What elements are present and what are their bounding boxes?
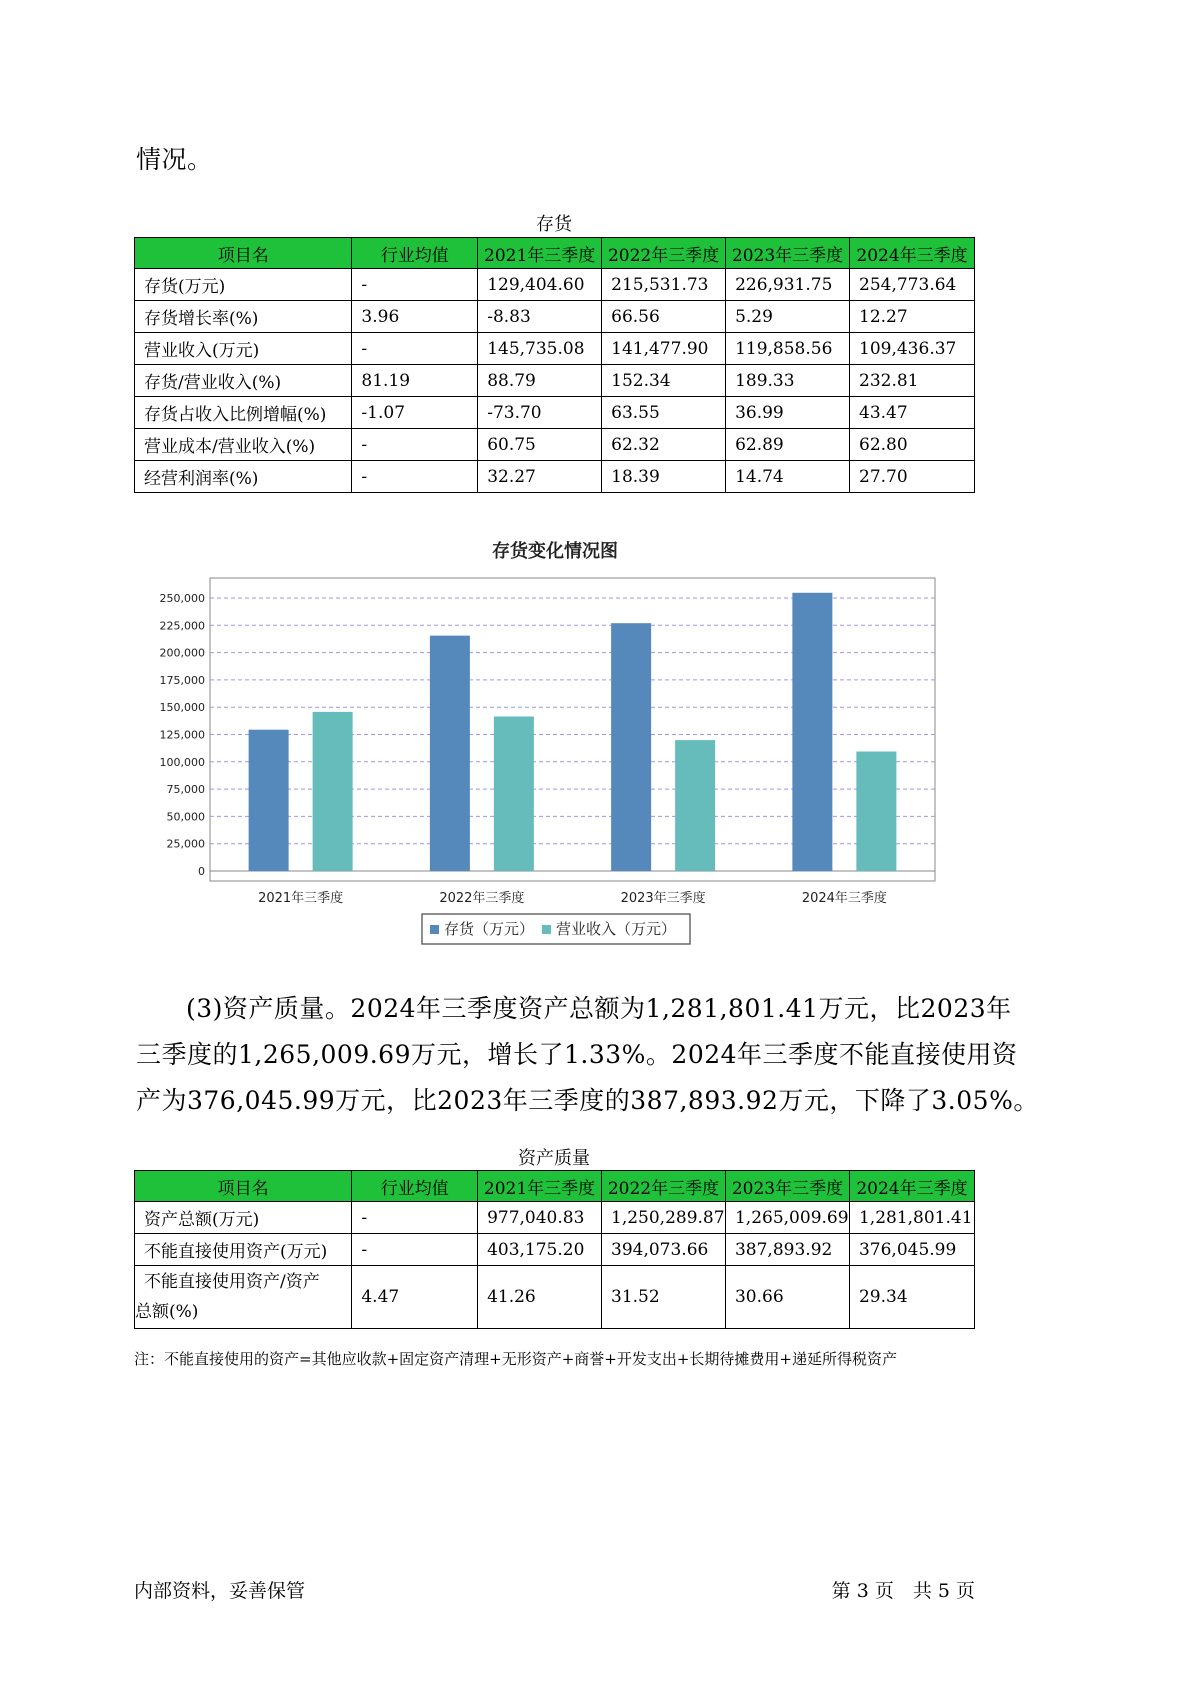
legend-label: 营业收入（万元） <box>556 920 677 938</box>
table-header-row <box>135 1171 975 1202</box>
table-cell: 43.47 <box>850 397 975 429</box>
table-cell: 394,073.66 <box>602 1234 726 1266</box>
y-tick-label: 125,000 <box>159 728 205 742</box>
table-cell: 226,931.75 <box>726 269 850 301</box>
legend-swatch <box>542 925 551 934</box>
table-row <box>135 1202 975 1234</box>
table-cell: 403,175.20 <box>478 1234 602 1266</box>
table-header-row <box>135 238 975 269</box>
table-cell: 215,531.73 <box>602 269 726 301</box>
table-cell: 27.70 <box>850 461 975 493</box>
y-tick-label: 150,000 <box>159 701 205 715</box>
table-cell: 119,858.56 <box>726 333 850 365</box>
table-cell: 62.32 <box>602 429 726 461</box>
y-tick-label: 200,000 <box>159 646 205 660</box>
table-cell: 存货/营业收入(%) <box>135 365 352 397</box>
y-tick-label: 250,000 <box>159 592 205 605</box>
page-number: 第 3 页 共 5 页 <box>831 1580 975 1602</box>
header-cell: 2022年三季度 <box>602 238 726 269</box>
y-tick-label: 75,000 <box>166 783 205 797</box>
table-row <box>135 301 975 333</box>
table-cell: 66.56 <box>602 301 726 333</box>
cell-line: 不能直接使用资产/资产 <box>144 1272 320 1292</box>
table-cell: 1,250,289.87 <box>602 1202 726 1234</box>
bar-inventory <box>792 593 832 871</box>
y-tick-label: 225,000 <box>159 619 205 633</box>
table-row <box>135 365 975 397</box>
table-row <box>135 429 975 461</box>
header-cell: 行业均值 <box>352 238 478 269</box>
table-cell: 376,045.99 <box>849 1234 974 1266</box>
y-tick-label: 0 <box>198 865 205 878</box>
table-cell: 129,404.60 <box>478 269 602 301</box>
paragraph-line: 产为376,045.99万元，比2023年三季度的387,893.92万元，下降了3.05%。 <box>136 1086 1039 1115</box>
header-cell: 2022年三季度 <box>602 1171 726 1202</box>
header-cell: 行业均值 <box>352 1171 478 1202</box>
inventory-table <box>134 237 975 493</box>
table-cell: 资产总额(万元) <box>135 1202 352 1234</box>
legend-swatch <box>430 925 439 934</box>
table-cell: 62.80 <box>850 429 975 461</box>
table-cell: 62.89 <box>726 429 850 461</box>
table-cell: - <box>352 333 478 365</box>
table-cell: - <box>352 1234 478 1266</box>
table-cell: 232.81 <box>850 365 975 397</box>
table-cell: 18.39 <box>602 461 726 493</box>
header-cell: 项目名 <box>135 1171 352 1202</box>
table-cell: 30.66 <box>725 1266 849 1329</box>
header-cell: 2023年三季度 <box>726 238 850 269</box>
header-cell: 2024年三季度 <box>850 238 975 269</box>
bar-revenue <box>494 717 534 871</box>
table-cell: 12.27 <box>850 301 975 333</box>
header-cell: 项目名 <box>135 238 352 269</box>
table-cell: - <box>352 269 478 301</box>
asset-quality-table <box>134 1170 975 1329</box>
table-row <box>135 1234 975 1266</box>
table-cell: 29.34 <box>849 1266 974 1329</box>
table-cell: 经营利润率(%) <box>135 461 352 493</box>
inventory-bar-chart <box>140 530 970 960</box>
table-cell: 141,477.90 <box>602 333 726 365</box>
table1-caption: 存货 <box>536 214 572 235</box>
paragraph-line: (3)资产质量。2024年三季度资产总额为1,281,801.41万元，比2023年 <box>186 994 1012 1023</box>
intro-tail: 情况。 <box>136 145 213 174</box>
table-cell: 977,040.83 <box>478 1202 602 1234</box>
table-cell: 3.96 <box>352 301 478 333</box>
table-cell: 60.75 <box>478 429 602 461</box>
table-cell: 254,773.64 <box>850 269 975 301</box>
table-cell: 不能直接使用资产(万元) <box>135 1234 352 1266</box>
table-cell: - <box>352 429 478 461</box>
header-cell: 2024年三季度 <box>849 1171 974 1202</box>
paragraph-line: 三季度的1,265,009.69万元，增长了1.33%。2024年三季度不能直接使用资 <box>136 1040 1018 1069</box>
table-cell: 营业收入(万元) <box>135 333 352 365</box>
footnote: 注：不能直接使用的资产=其他应收款+固定资产清理+无形资产+商誉+开发支出+长期待摊费用+递延所得税资产 <box>134 1350 897 1368</box>
table-cell: 387,893.92 <box>725 1234 849 1266</box>
header-cell: 2021年三季度 <box>478 238 602 269</box>
header-cell: 2023年三季度 <box>725 1171 849 1202</box>
table-cell: 152.34 <box>602 365 726 397</box>
table-row <box>135 269 975 301</box>
table-cell: 36.99 <box>726 397 850 429</box>
chart-legend <box>422 914 690 944</box>
x-tick-label: 2023年三季度 <box>620 891 706 906</box>
bar-inventory <box>249 730 289 871</box>
footer-left: 内部资料，妥善保管 <box>134 1580 306 1602</box>
bar-revenue <box>856 751 896 871</box>
cell-line: 总额(%) <box>135 1302 199 1322</box>
x-tick-label: 2022年三季度 <box>439 891 525 906</box>
table-cell: 145,735.08 <box>478 333 602 365</box>
table-cell: 5.29 <box>726 301 850 333</box>
x-tick-label: 2024年三季度 <box>801 891 887 906</box>
header-cell: 2021年三季度 <box>478 1171 602 1202</box>
table-cell: 41.26 <box>478 1266 602 1329</box>
table-cell: 81.19 <box>352 365 478 397</box>
table-cell: 31.52 <box>602 1266 726 1329</box>
legend-label: 存货（万元） <box>444 920 535 938</box>
table-cell: 存货增长率(%) <box>135 301 352 333</box>
table-cell: 14.74 <box>726 461 850 493</box>
table-cell: -8.83 <box>478 301 602 333</box>
table-cell: 4.47 <box>352 1266 478 1329</box>
chart-title: 存货变化情况图 <box>492 541 618 562</box>
table-cell <box>135 1266 352 1329</box>
table-row <box>135 461 975 493</box>
table2-caption: 资产质量 <box>518 1148 590 1169</box>
table-cell: 109,436.37 <box>850 333 975 365</box>
table-cell: 88.79 <box>478 365 602 397</box>
table-cell: 存货占收入比例增幅(%) <box>135 397 352 429</box>
bar-revenue <box>313 712 353 871</box>
table-row <box>135 1266 975 1329</box>
asset-quality-paragraph <box>136 986 1039 1124</box>
table-cell: 营业成本/营业收入(%) <box>135 429 352 461</box>
table-row <box>135 397 975 429</box>
table-cell: 1,281,801.41 <box>849 1202 974 1234</box>
table-cell: - <box>352 461 478 493</box>
y-tick-label: 175,000 <box>159 673 205 687</box>
x-tick-label: 2021年三季度 <box>258 891 344 906</box>
bar-revenue <box>675 740 715 871</box>
table-cell: -1.07 <box>352 397 478 429</box>
table-row <box>135 333 975 365</box>
table-cell: 存货(万元) <box>135 269 352 301</box>
table-cell: 1,265,009.69 <box>725 1202 849 1234</box>
y-tick-label: 25,000 <box>166 837 205 851</box>
table-cell: -73.70 <box>478 397 602 429</box>
y-tick-label: 50,000 <box>166 810 205 824</box>
table-cell: 63.55 <box>602 397 726 429</box>
table-cell: - <box>352 1202 478 1234</box>
table-cell: 189.33 <box>726 365 850 397</box>
table-cell: 32.27 <box>478 461 602 493</box>
bar-inventory <box>430 636 470 871</box>
y-tick-label: 100,000 <box>159 755 205 769</box>
bar-inventory <box>611 623 651 871</box>
